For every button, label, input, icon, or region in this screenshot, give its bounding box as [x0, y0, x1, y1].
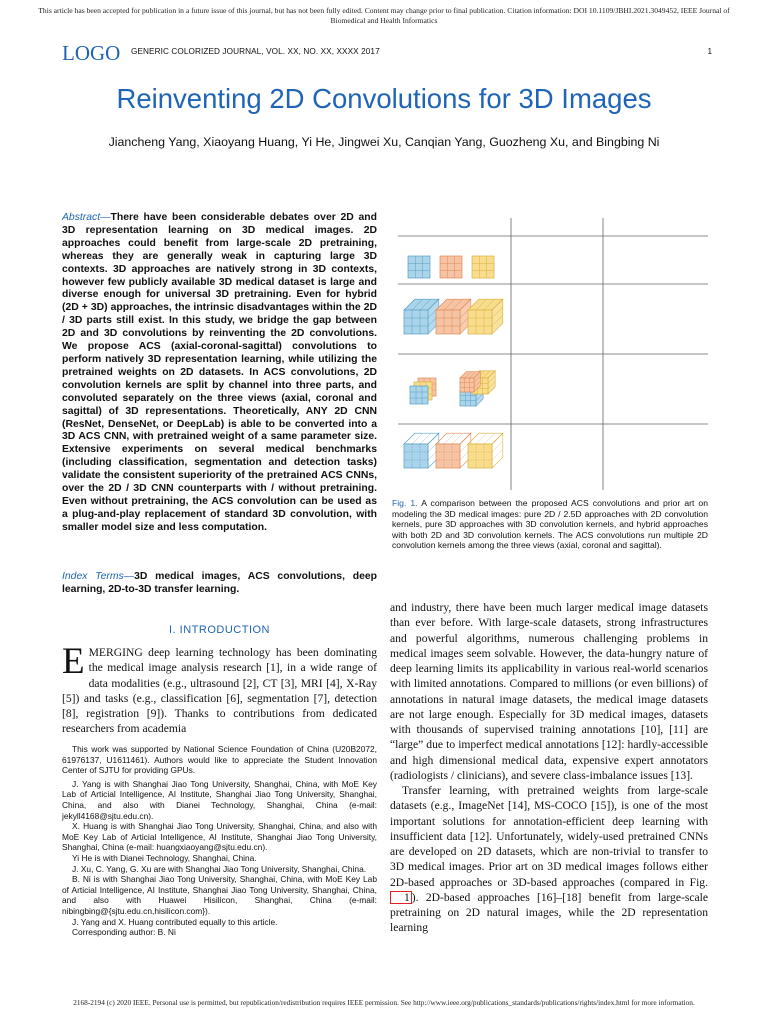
3d-kernel-cube	[436, 299, 471, 334]
journal-header: GENERIC COLORIZED JOURNAL, VOL. XX, NO. XX, XXXX 2017	[131, 47, 380, 56]
footnotes	[62, 744, 377, 938]
acs-kernel-cube	[404, 433, 439, 468]
footnote-affiliation: Yi He is with Dianei Technology, Shanghai, China.	[72, 852, 257, 863]
footnote-affiliation: X. Huang is with Shanghai Jiao Tong University, Shanghai, China, and also with MoE Key Lab of Articial Intelligence, AI Institute, Shanghai Jiao Tong University, Shanghai, China (e-mail: huangxiaoyang@sjtu.edu.cn).	[62, 821, 377, 853]
2d-kernel-square	[410, 386, 428, 404]
intro-paragraph	[62, 641, 377, 737]
body-paragraph: and industry, there have been much larger medical image datasets than ever before. With large-scale datasets, strong infrastructures and powerful algorithms, numerous challenging problems in medical images seem solvable. However, the data-hungry nature of deep learning limits its applicability in various real-world scenarios with limited annotations. Compared to millions (or even billions) of annotations in natural image datasets, the medical image datasets are not large enough. Especially for 3D medical images, datasets with thousands of supervised training annotations [10], [11] are “large” due to imperfect medical annotations [12]: hardly-accessible and high dimensional medical data, expensive expert annotators (radiologists / clinicians), and severe class-imbalance issues [13].	[390, 601, 708, 782]
body-text: ). 2D-based approaches [16]–[18] benefit from large-scale pretraining on 2D natural images, while the 2D representation learning	[390, 890, 708, 935]
footnote-corresponding: Corresponding author: B. Ni	[72, 927, 176, 938]
journal-logo: LOGO	[62, 41, 121, 65]
abstract-text: There have been considerable debates over 2D and 3D representation learning on 3D medical images. 2D approaches could benefit from large-scale 2D pretraining, whereas they are generally weak in capturing large 3D contexts. 3D approaches are natively strong in 3D contexts, however few publicly available 3D medical dataset is large and diverse enough for universal 3D pretraining. Even for hybrid (2D + 3D) approaches, the intrinsic disadvantages within the 2D / 3D parts still exist. In this study, we bridge the gap between 2D and 3D convolutions by reinventing the 2D convolutions. We propose ACS (axial-coronal-sagittal) convolutions to perform natively 3D representation learning, while utilizing the pretrained weights on 2D datasets. In ACS convolutions, 2D convolution kernels are split by channel into three parts, and convoluted separately on the three views (axial, coronal and sagittal) of 3D representations. Theoretically, ANY 2D CNN (ResNet, DenseNet, or DeepLab) is able to be converted into a 3D ACS CNN, with pretrained weight of a same parameter size. Extensive experiments on several medical benchmarks (including classification, segmentation and detection tasks) validate the consistent superiority of the pretrained ACS CNNs, over the 2D / 3D CNN counterparts with / without pretraining. Even without pretraining, the ACS convolution can be used as a plug-and-play replacement of standard 3D convolution, with smaller model size and less computation.	[62, 212, 377, 533]
acs-kernel-cube	[436, 433, 471, 468]
author-list: Jiancheng Yang, Xiaoyang Huang, Yi He, Jingwei Xu, Canqian Yang, Guozheng Xu, and Bingbing Ni	[108, 135, 660, 149]
intro-first-word: MERGING	[88, 646, 143, 659]
figure-caption-text: A comparison between the proposed ACS convolutions and prior art on modeling the 3D medical images: pure 2D / 2.5D approaches with 2D convolution kernels, pure 3D approaches with 3D convolution kernels, and hybrid approaches with both 2D and 3D convolution kernels. The ACS convolutions run multiple 2D convolution kernels among the three views (axial, coronal and sagittal).	[392, 498, 708, 551]
figure-label: Fig. 1.	[392, 498, 418, 508]
row-acs-kernels	[404, 433, 503, 468]
3d-kernel-cube	[468, 299, 503, 334]
footnote-affiliation: J. Yang is with Shanghai Jiao Tong University, Shanghai, China, with MoE Key Lab of Articial Intelligence, AI Institute, Shanghai Jiao Tong University, Shanghai, China, and also with Dianei Technology, Shanghai, China (e-mail: jekyll4168@sjtu.edu.cn).	[62, 778, 377, 821]
abstract	[62, 212, 377, 535]
3d-kernel-cube	[404, 299, 439, 334]
row-2d-kernels	[408, 256, 494, 278]
3d-kernel-cube	[460, 372, 480, 392]
footnote-funding: This work was supported by National Science Foundation of China (U20B2072, 61976137, U1611461). Authors would like to appreciate the Student Innovation Center of SJTU for providing GPUs.	[62, 744, 377, 776]
right-column-text	[390, 600, 708, 936]
row-hybrid-kernels	[410, 371, 495, 406]
paper-title: Reinventing 2D Convolutions for 3D Images	[116, 83, 652, 114]
figure-reference-link[interactable]: 1	[390, 891, 412, 904]
index-terms-label: Index Terms—	[62, 571, 135, 582]
figure-caption	[392, 498, 708, 551]
row-3d-kernels	[404, 299, 503, 334]
body-paragraph	[390, 783, 708, 936]
2d-kernel-square	[472, 256, 494, 278]
acs-kernel-cube	[468, 433, 503, 468]
footnote-affiliation: B. Ni is with Shanghai Jiao Tong University, Shanghai, China, with MoE Key Lab of Articial Intelligence, AI Institute, Shanghai Jiao Tong University, Shanghai, China, and also with Huawei Hisilicon, Shanghai, China (e-mail: nibingbing@{sjtu.edu.cn,hisilicon.com}).	[62, 874, 377, 916]
footnote-affiliation: J. Xu, C. Yang, G. Xu are with Shanghai Jiao Tong University, Shanghai, China.	[72, 863, 367, 874]
2d-kernel-square	[440, 256, 462, 278]
abstract-label: Abstract—	[62, 212, 111, 223]
figure-1-illustration	[396, 218, 708, 490]
body-text: Transfer learning, with pretrained weights from large-scale datasets (e.g., ImageNet [14], MS-COCO [15]), is one of the most important solutions for annotation-efficient deep learning with insufficient data [12]. Unfortunately, widely-used pretrained CNNs are developed on 2D datasets, which are non-trivial to transfer to 3D medical images. Prior art on 3D medical images follows either 2D-based approaches or 3D-based approaches (compared in Fig.	[390, 784, 708, 889]
index-terms-text: 3D medical images, ACS convolutions, deep learning, 2D-to-3D transfer learning.	[62, 571, 377, 595]
copyright-footer: 2168-2194 (c) 2020 IEEE. Personal use is permitted, but republication/redistribution requires IEEE permission. See http://www.ieee.org/publications_standards/publications/rights/index.html for more information.	[73, 998, 695, 1007]
section-heading: I. INTRODUCTION	[169, 624, 270, 636]
page-number: 1	[707, 47, 712, 56]
intro-text: deep learning technology has been dominating the medical image analysis research [1], in a wide range of data modalities (e.g., ultrasound [2], CT [3], MRI [4], X-Ray [5]) and tasks (e.g., classification [6], segmentation [7], detection [8], registration [9]). Thanks to contributions from dedicated researchers from academia	[62, 646, 377, 736]
footnote-equal-contribution: J. Yang and X. Huang contributed equally to this article.	[72, 916, 278, 927]
index-terms	[62, 570, 377, 596]
acceptance-notice: This article has been accepted for publication in a future issue of this journal, but has not been fully edited. Content may change prior to final publication. Citation information: DOI 10.1109/JBHI.2021.3049452, IEEE Journal of Biomedical and Health Informatics	[38, 6, 730, 25]
2d-kernel-square	[408, 256, 430, 278]
drop-cap: E	[62, 641, 85, 682]
